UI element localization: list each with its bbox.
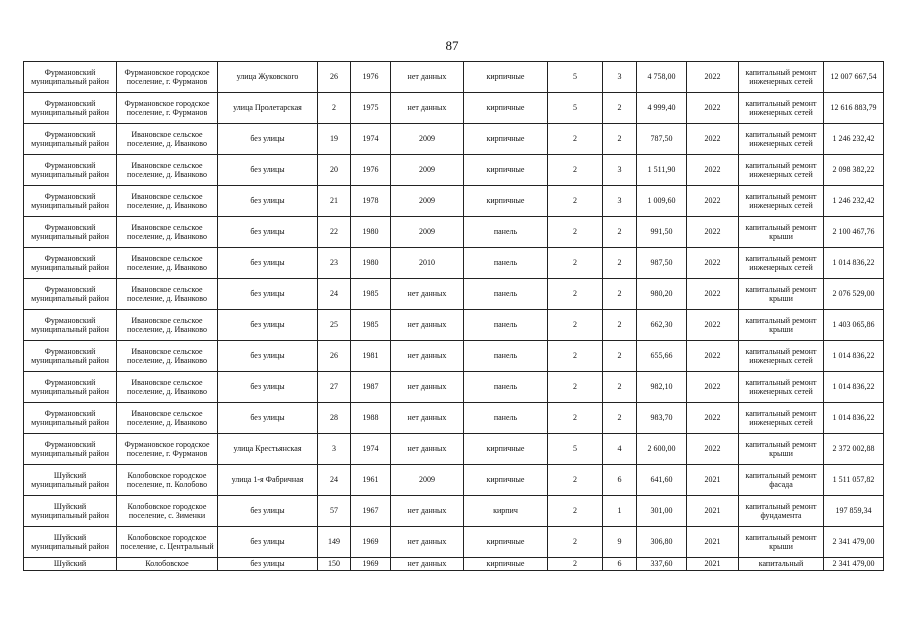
last-repair-cell: нет данных [391,93,464,124]
area-sqm-cell: 980,20 [637,279,687,310]
table-row [24,186,884,217]
house-number-cell: 149 [318,527,351,558]
wall-material-cell: панель [464,279,548,310]
build-year-cell: 1980 [351,217,391,248]
area-sqm-cell: 991,50 [637,217,687,248]
cost-cell: 1 014 836,22 [824,248,884,279]
table-row [24,434,884,465]
house-number-cell: 22 [318,217,351,248]
build-year-cell: 1980 [351,248,391,279]
build-year-cell: 1987 [351,372,391,403]
work-type-cell: капитальный ремонт инженерных сетей [739,124,824,155]
build-year-cell: 1988 [351,403,391,434]
area-cell: Фурмановский муниципальный район [24,124,117,155]
plan-year-cell: 2022 [687,124,739,155]
entrances-cell: 6 [603,465,637,496]
cost-cell: 12 616 883,79 [824,93,884,124]
table-body [24,62,884,571]
settlement-cell: Ивановское сельское поселение, д. Иванково [117,403,218,434]
house-number-cell: 25 [318,310,351,341]
build-year-cell: 1976 [351,155,391,186]
entrances-cell: 1 [603,496,637,527]
area-cell: Фурмановский муниципальный район [24,434,117,465]
entrances-cell: 4 [603,434,637,465]
area-cell: Шуйский муниципальный район [24,496,117,527]
build-year-cell: 1976 [351,62,391,93]
floors-cell: 2 [548,403,603,434]
house-number-cell: 24 [318,279,351,310]
settlement-cell: Ивановское сельское поселение, д. Иванково [117,372,218,403]
settlement-cell: Фурмановское городское поселение, г. Фурманов [117,434,218,465]
entrances-cell: 2 [603,403,637,434]
house-number-cell: 19 [318,124,351,155]
last-repair-cell: нет данных [391,62,464,93]
build-year-cell: 1978 [351,186,391,217]
floors-cell: 2 [548,279,603,310]
entrances-cell: 2 [603,93,637,124]
housing-register-table [23,61,884,571]
area-sqm-cell: 641,60 [637,465,687,496]
settlement-cell: Ивановское сельское поселение, д. Иванково [117,341,218,372]
wall-material-cell: кирпичные [464,124,548,155]
wall-material-cell: кирпичные [464,62,548,93]
area-sqm-cell: 306,80 [637,527,687,558]
plan-year-cell: 2022 [687,62,739,93]
table-row [24,217,884,248]
floors-cell: 2 [548,310,603,341]
house-number-cell: 26 [318,62,351,93]
settlement-cell: Ивановское сельское поселение, д. Иванково [117,217,218,248]
table-row [24,465,884,496]
area-cell: Фурмановский муниципальный район [24,279,117,310]
cost-cell: 2 098 382,22 [824,155,884,186]
floors-cell: 2 [548,558,603,571]
build-year-cell: 1985 [351,279,391,310]
floors-cell: 2 [548,496,603,527]
plan-year-cell: 2022 [687,217,739,248]
area-cell: Фурмановский муниципальный район [24,341,117,372]
plan-year-cell: 2022 [687,248,739,279]
street-cell: без улицы [218,310,318,341]
table-row [24,310,884,341]
entrances-cell: 2 [603,124,637,155]
floors-cell: 2 [548,155,603,186]
work-type-cell: капитальный ремонт инженерных сетей [739,403,824,434]
floors-cell: 5 [548,62,603,93]
table-row [24,496,884,527]
area-cell: Шуйский муниципальный район [24,465,117,496]
wall-material-cell: панель [464,341,548,372]
table-row [24,279,884,310]
wall-material-cell: панель [464,372,548,403]
entrances-cell: 2 [603,217,637,248]
house-number-cell: 21 [318,186,351,217]
street-cell: без улицы [218,403,318,434]
last-repair-cell: нет данных [391,558,464,571]
settlement-cell: Ивановское сельское поселение, д. Иванково [117,124,218,155]
street-cell: без улицы [218,155,318,186]
wall-material-cell: кирпичные [464,155,548,186]
entrances-cell: 2 [603,279,637,310]
area-cell: Фурмановский муниципальный район [24,62,117,93]
street-cell: без улицы [218,217,318,248]
last-repair-cell: нет данных [391,527,464,558]
plan-year-cell: 2022 [687,341,739,372]
table-row [24,62,884,93]
area-sqm-cell: 987,50 [637,248,687,279]
last-repair-cell: нет данных [391,403,464,434]
street-cell: без улицы [218,372,318,403]
wall-material-cell: панель [464,403,548,434]
plan-year-cell: 2022 [687,372,739,403]
settlement-cell: Фурмановское городское поселение, г. Фурманов [117,62,218,93]
settlement-cell: Ивановское сельское поселение, д. Иванково [117,310,218,341]
area-sqm-cell: 4 758,00 [637,62,687,93]
street-cell: без улицы [218,279,318,310]
area-sqm-cell: 301,00 [637,496,687,527]
plan-year-cell: 2021 [687,496,739,527]
floors-cell: 5 [548,434,603,465]
cost-cell: 1 014 836,22 [824,372,884,403]
house-number-cell: 23 [318,248,351,279]
work-type-cell: капитальный ремонт крыши [739,434,824,465]
last-repair-cell: нет данных [391,341,464,372]
plan-year-cell: 2021 [687,465,739,496]
floors-cell: 2 [548,186,603,217]
settlement-cell: Колобовское городское поселение, с. Зименки [117,496,218,527]
area-sqm-cell: 2 600,00 [637,434,687,465]
wall-material-cell: кирпичные [464,527,548,558]
settlement-cell: Ивановское сельское поселение, д. Иванково [117,248,218,279]
table-row [24,124,884,155]
street-cell: улица Пролетарская [218,93,318,124]
entrances-cell: 3 [603,155,637,186]
table-row [24,558,884,571]
work-type-cell: капитальный ремонт крыши [739,310,824,341]
area-cell: Фурмановский муниципальный район [24,186,117,217]
settlement-cell: Ивановское сельское поселение, д. Иванково [117,155,218,186]
house-number-cell: 26 [318,341,351,372]
wall-material-cell: кирпич [464,496,548,527]
street-cell: без улицы [218,527,318,558]
wall-material-cell: кирпичные [464,465,548,496]
area-cell: Фурмановский муниципальный район [24,248,117,279]
page-number: 87 [445,38,459,53]
cost-cell: 12 007 667,54 [824,62,884,93]
build-year-cell: 1967 [351,496,391,527]
last-repair-cell: нет данных [391,279,464,310]
wall-material-cell: панель [464,217,548,248]
area-cell: Фурмановский муниципальный район [24,93,117,124]
build-year-cell: 1969 [351,558,391,571]
table-row [24,372,884,403]
house-number-cell: 150 [318,558,351,571]
last-repair-cell: 2010 [391,248,464,279]
street-cell: без улицы [218,186,318,217]
build-year-cell: 1974 [351,124,391,155]
work-type-cell: капитальный ремонт инженерных сетей [739,372,824,403]
work-type-cell: капитальный ремонт крыши [739,527,824,558]
build-year-cell: 1969 [351,527,391,558]
table-row [24,527,884,558]
entrances-cell: 2 [603,310,637,341]
entrances-cell: 9 [603,527,637,558]
entrances-cell: 3 [603,186,637,217]
cost-cell: 2 076 529,00 [824,279,884,310]
wall-material-cell: кирпичные [464,434,548,465]
street-cell: без улицы [218,124,318,155]
floors-cell: 2 [548,372,603,403]
street-cell: улица 1-я Фабричная [218,465,318,496]
last-repair-cell: 2009 [391,186,464,217]
area-sqm-cell: 1 009,60 [637,186,687,217]
area-sqm-cell: 662,30 [637,310,687,341]
floors-cell: 5 [548,93,603,124]
cost-cell: 2 341 479,00 [824,558,884,571]
house-number-cell: 28 [318,403,351,434]
work-type-cell: капитальный ремонт фасада [739,465,824,496]
house-number-cell: 24 [318,465,351,496]
settlement-cell: Колобовское городское поселение, с. Центральный [117,527,218,558]
floors-cell: 2 [548,527,603,558]
street-cell: улица Крестьянская [218,434,318,465]
work-type-cell: капитальный ремонт инженерных сетей [739,248,824,279]
settlement-cell: Фурмановское городское поселение, г. Фурманов [117,93,218,124]
area-sqm-cell: 4 999,40 [637,93,687,124]
work-type-cell: капитальный ремонт инженерных сетей [739,341,824,372]
plan-year-cell: 2022 [687,403,739,434]
cost-cell: 1 014 836,22 [824,403,884,434]
wall-material-cell: кирпичные [464,186,548,217]
settlement-cell: Колобовское [117,558,218,571]
street-cell: без улицы [218,248,318,279]
cost-cell: 2 100 467,76 [824,217,884,248]
settlement-cell: Колобовское городское поселение, п. Колобово [117,465,218,496]
wall-material-cell: кирпичные [464,93,548,124]
street-cell: без улицы [218,341,318,372]
floors-cell: 2 [548,124,603,155]
table-row [24,248,884,279]
plan-year-cell: 2022 [687,434,739,465]
floors-cell: 2 [548,217,603,248]
house-number-cell: 20 [318,155,351,186]
plan-year-cell: 2022 [687,155,739,186]
entrances-cell: 6 [603,558,637,571]
table-row [24,93,884,124]
work-type-cell: капитальный [739,558,824,571]
last-repair-cell: нет данных [391,434,464,465]
work-type-cell: капитальный ремонт инженерных сетей [739,62,824,93]
last-repair-cell: нет данных [391,372,464,403]
area-cell: Фурмановский муниципальный район [24,372,117,403]
area-cell: Шуйский муниципальный район [24,527,117,558]
settlement-cell: Ивановское сельское поселение, д. Иванково [117,279,218,310]
entrances-cell: 3 [603,62,637,93]
last-repair-cell: нет данных [391,496,464,527]
cost-cell: 2 341 479,00 [824,527,884,558]
last-repair-cell: 2009 [391,124,464,155]
cost-cell: 197 859,34 [824,496,884,527]
wall-material-cell: кирпичные [464,558,548,571]
area-sqm-cell: 983,70 [637,403,687,434]
area-sqm-cell: 337,60 [637,558,687,571]
street-cell: без улицы [218,558,318,571]
work-type-cell: капитальный ремонт крыши [739,279,824,310]
build-year-cell: 1975 [351,93,391,124]
work-type-cell: капитальный ремонт крыши [739,217,824,248]
cost-cell: 1 511 057,82 [824,465,884,496]
area-cell: Фурмановский муниципальный район [24,155,117,186]
house-number-cell: 3 [318,434,351,465]
cost-cell: 1 014 836,22 [824,341,884,372]
plan-year-cell: 2022 [687,93,739,124]
last-repair-cell: нет данных [391,310,464,341]
table-row [24,403,884,434]
plan-year-cell: 2022 [687,186,739,217]
area-sqm-cell: 982,10 [637,372,687,403]
floors-cell: 2 [548,248,603,279]
area-cell: Фурмановский муниципальный район [24,310,117,341]
work-type-cell: капитальный ремонт инженерных сетей [739,155,824,186]
last-repair-cell: 2009 [391,155,464,186]
plan-year-cell: 2021 [687,527,739,558]
street-cell: улица Жуковского [218,62,318,93]
area-sqm-cell: 787,50 [637,124,687,155]
build-year-cell: 1974 [351,434,391,465]
work-type-cell: капитальный ремонт инженерных сетей [739,186,824,217]
cost-cell: 1 246 232,42 [824,186,884,217]
work-type-cell: капитальный ремонт инженерных сетей [739,93,824,124]
plan-year-cell: 2021 [687,558,739,571]
wall-material-cell: панель [464,310,548,341]
last-repair-cell: 2009 [391,465,464,496]
house-number-cell: 27 [318,372,351,403]
entrances-cell: 2 [603,248,637,279]
wall-material-cell: панель [464,248,548,279]
work-type-cell: капитальный ремонт фундамента [739,496,824,527]
area-cell: Фурмановский муниципальный район [24,403,117,434]
street-cell: без улицы [218,496,318,527]
area-cell: Шуйский [24,558,117,571]
house-number-cell: 2 [318,93,351,124]
cost-cell: 2 372 002,88 [824,434,884,465]
entrances-cell: 2 [603,372,637,403]
plan-year-cell: 2022 [687,310,739,341]
table-row [24,155,884,186]
build-year-cell: 1985 [351,310,391,341]
entrances-cell: 2 [603,341,637,372]
last-repair-cell: 2009 [391,217,464,248]
area-cell: Фурмановский муниципальный район [24,217,117,248]
build-year-cell: 1961 [351,465,391,496]
build-year-cell: 1981 [351,341,391,372]
plan-year-cell: 2022 [687,279,739,310]
area-sqm-cell: 1 511,90 [637,155,687,186]
floors-cell: 2 [548,465,603,496]
cost-cell: 1 246 232,42 [824,124,884,155]
table-row [24,341,884,372]
cost-cell: 1 403 065,86 [824,310,884,341]
settlement-cell: Ивановское сельское поселение, д. Иванково [117,186,218,217]
house-number-cell: 57 [318,496,351,527]
floors-cell: 2 [548,341,603,372]
area-sqm-cell: 655,66 [637,341,687,372]
